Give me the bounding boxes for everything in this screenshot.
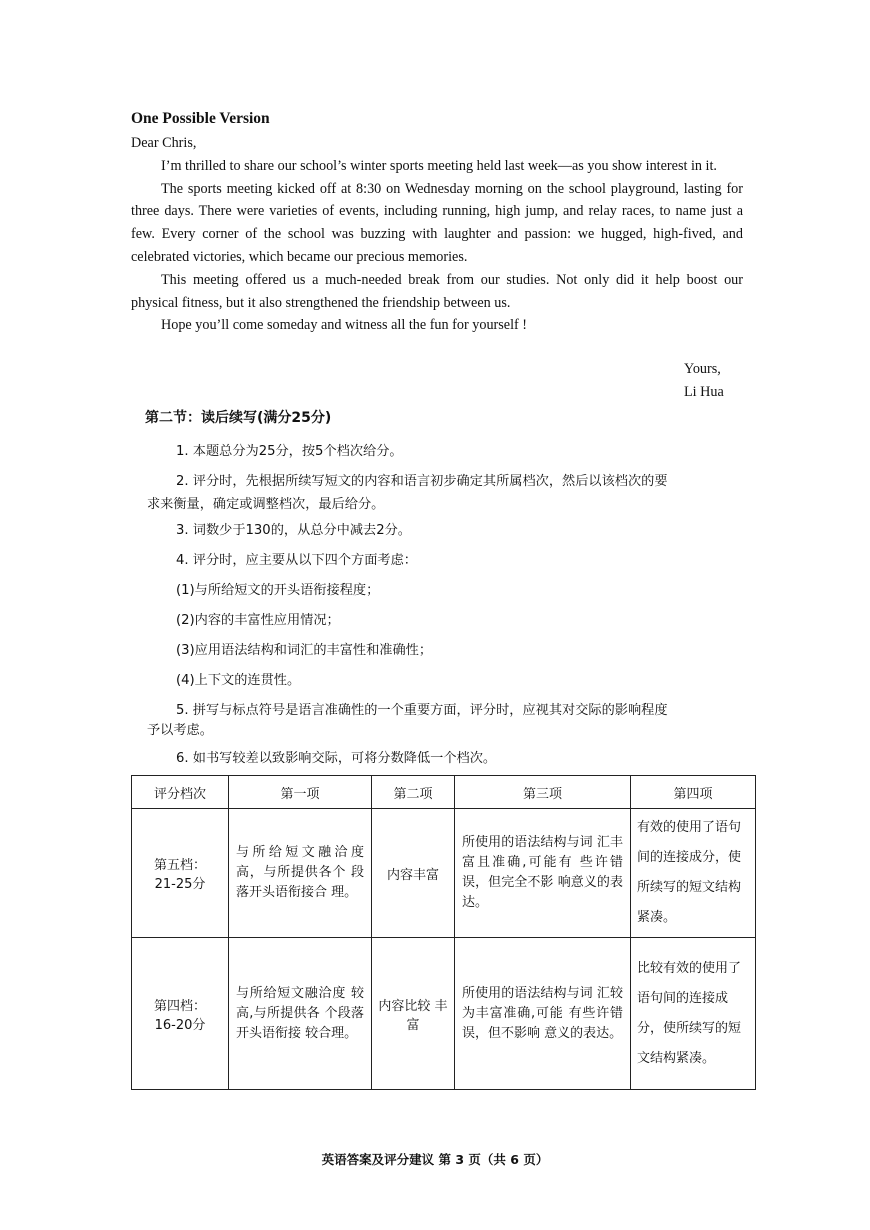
rule-item: 1. 本题总分为25分，按5个档次给分。 <box>176 444 403 459</box>
rule-item: 3. 词数少于130的，从总分中减去2分。 <box>176 523 411 538</box>
level-cell <box>132 938 229 1090</box>
rule-item: (4)上下文的连贯性。 <box>176 673 301 688</box>
essay-paragraph: I’m thrilled to share our school’s winter sports meeting held last week—as you show interest in it. <box>161 157 717 174</box>
level-name: 第四档： <box>153 998 206 1014</box>
item3-cell: 所使用的语法结构与词 汇丰富且准确,可能有 些许错误，但完全不影 响意义的表达。 <box>455 809 631 938</box>
essay-title: One Possible Version <box>131 110 270 127</box>
essay-paragraph: This meeting offered us a much-needed break from our studies. Not only did it help boost our physical fitness, but it also strengthened the friendship between us. <box>131 271 743 311</box>
header-cell: 第一项 <box>229 776 372 809</box>
essay-paragraph: The sports meeting kicked off at 8:30 on Wednesday morning on the school playground, lasting for three days. There were varieties of events, including running, high jump, and relay races, to name just a few. Every corner of the school was buzzing with laughter and passion: we hugged, high-fived, and celebrated victories, which became our precious memories. <box>131 180 743 265</box>
rule-item: (2)内容的丰富性应用情况； <box>176 613 340 628</box>
essay-signature: Li Hua <box>684 384 724 400</box>
item4-cell: 比较有效的使用了语句间的连接成分，使所续写的短文结构紧凑。 <box>631 938 756 1090</box>
section-title: 第二节：读后续写(满分25分) <box>145 410 332 426</box>
table-row <box>132 809 756 938</box>
table-header-row <box>132 776 756 809</box>
table-row <box>132 938 756 1090</box>
header-cell: 第二项 <box>372 776 455 809</box>
header-cell: 第四项 <box>631 776 756 809</box>
header-cell: 评分档次 <box>132 776 229 809</box>
item2-cell: 内容比较 丰富 <box>372 938 455 1090</box>
item3-cell: 所使用的语法结构与词 汇较为丰富准确,可能 有些许错误，但不影响 意义的表达。 <box>455 938 631 1090</box>
level-cell <box>132 809 229 938</box>
item1-cell: 与所给短文融洽度 较高,与所提供各 个段落开头语衔接 较合理。 <box>229 938 372 1090</box>
level-name: 第五档： <box>153 858 206 873</box>
rule-item: 2. 评分时，先根据所续写短文的内容和语言初步确定其所属档次，然后以该档次的要 <box>176 474 668 489</box>
model-essay <box>131 108 743 337</box>
essay-closing: Yours, <box>684 361 721 377</box>
item1-cell: 与所给短文融洽度 高，与所提供各个 段落开头语衔接合 理。 <box>229 809 372 938</box>
essay-salutation: Dear Chris, <box>131 135 197 151</box>
rule-item: 求来衡量，确定或调整档次，最后给分。 <box>147 497 385 512</box>
essay-paragraph: Hope you’ll come someday and witness all the fun for yourself ! <box>161 317 528 334</box>
item4-cell: 有效的使用了语句间的连接成分，使所续写的短文结构紧凑。 <box>631 809 756 938</box>
rule-item: 5. 拼写与标点符号是语言准确性的一个重要方面，评分时，应视其对交际的影响程度 <box>176 703 668 718</box>
level-score: 16-20分 <box>154 1017 206 1033</box>
level-score: 21-25分 <box>154 877 206 892</box>
rule-item: (1)与所给短文的开头语衔接程度； <box>176 583 380 598</box>
rule-item: 予以考虑。 <box>147 723 213 738</box>
rule-item: 6. 如书写较差以致影响交际，可将分数降低一个档次。 <box>176 751 497 766</box>
rule-item: 4. 评分时，应主要从以下四个方面考虑： <box>176 553 417 568</box>
item2-cell: 内容丰富 <box>372 809 455 938</box>
page-footer: 英语答案及评分建议 第 3 页（共 6 页） <box>321 1152 549 1167</box>
header-cell: 第三项 <box>455 776 631 809</box>
grading-table <box>131 775 756 1090</box>
rule-item: (3)应用语法结构和词汇的丰富性和准确性； <box>176 643 433 658</box>
